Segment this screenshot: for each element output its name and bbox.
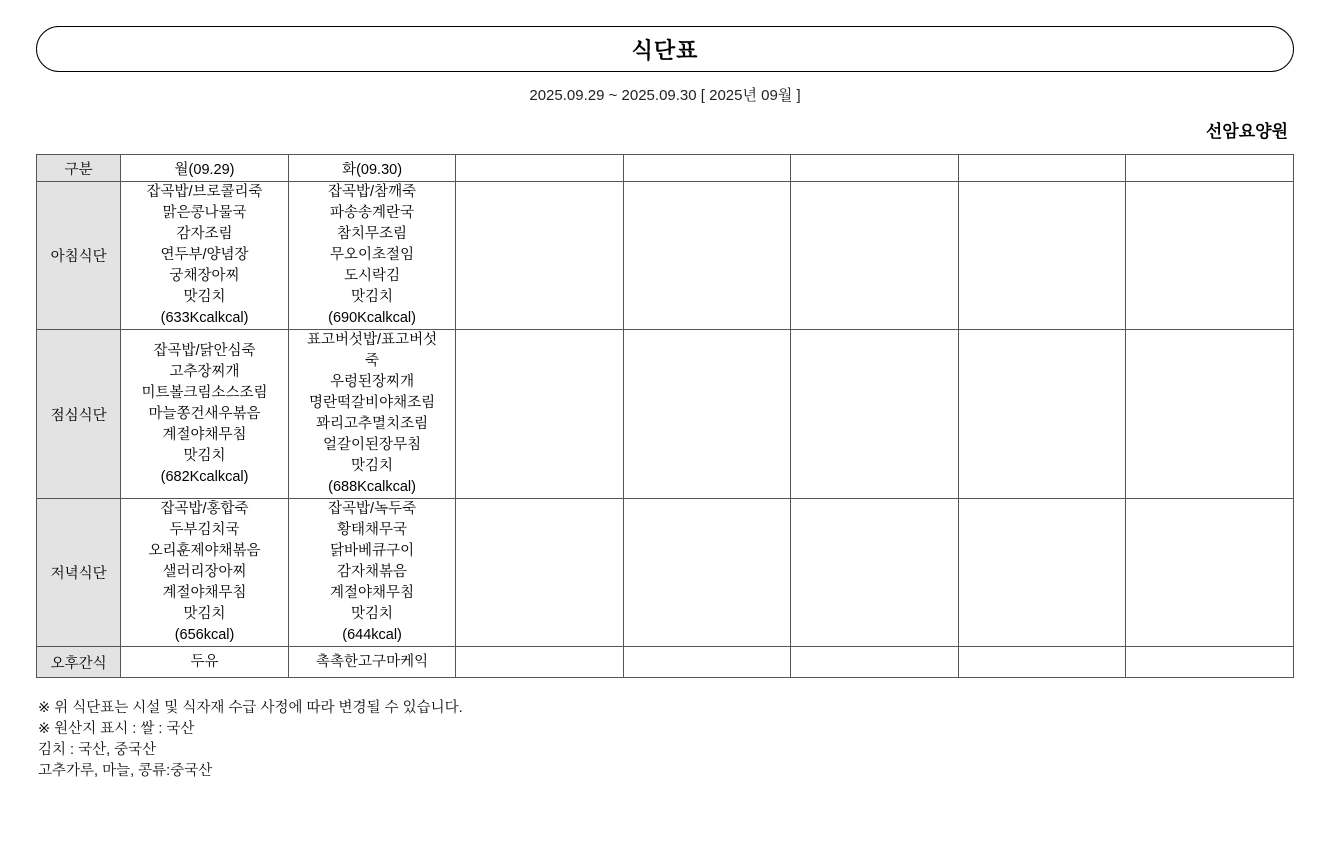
menu-item: 고추장찌개 bbox=[169, 363, 240, 380]
menu-item: 참치무조림 bbox=[337, 226, 408, 242]
meal-cell bbox=[288, 647, 456, 678]
row-label: 아침식단 bbox=[37, 182, 121, 330]
meal-cell bbox=[958, 647, 1126, 678]
menu-item: 맑은콩나물국 bbox=[162, 205, 247, 221]
column-header-4 bbox=[623, 155, 791, 182]
meal-cell bbox=[958, 182, 1126, 330]
menu-item: 두유 bbox=[190, 653, 219, 670]
note-line-2: 김치 : 국산, 중국산 bbox=[38, 742, 157, 758]
weekly-menu-table bbox=[36, 154, 1294, 678]
menu-item: 도시락김 bbox=[344, 268, 401, 284]
meal-cell bbox=[456, 647, 624, 678]
menu-item: 무오이초절임 bbox=[330, 247, 415, 263]
table-row bbox=[37, 647, 1294, 678]
menu-item: (682Kcalkcal) bbox=[160, 468, 249, 485]
meal-cell bbox=[791, 499, 959, 647]
menu-item: 닭바베큐구이 bbox=[330, 543, 415, 559]
menu-item: 우렁된장찌개 bbox=[330, 374, 415, 390]
menu-item: 오리훈제야채볶음 bbox=[148, 543, 261, 559]
menu-item: 미트볼크림소스조림 bbox=[141, 384, 268, 401]
column-header-5 bbox=[791, 155, 959, 182]
menu-item: 감자조림 bbox=[176, 226, 233, 242]
menu-item: 죽 bbox=[365, 353, 380, 369]
meal-cell bbox=[791, 647, 959, 678]
menu-item: 맛김치 bbox=[183, 606, 226, 622]
note-line-0: ※ 위 식단표는 시설 및 식자재 수급 사정에 따라 변경될 수 있습니다. bbox=[38, 700, 463, 716]
column-header-2: 화(09.30) bbox=[288, 155, 456, 182]
menu-item: 맛김치 bbox=[183, 289, 226, 305]
column-header-1: 월(09.29) bbox=[121, 155, 289, 182]
menu-item: 맛김치 bbox=[183, 447, 226, 464]
menu-item: 계절야채무침 bbox=[162, 426, 247, 443]
meal-cell bbox=[456, 499, 624, 647]
column-header-3 bbox=[456, 155, 624, 182]
title-banner bbox=[36, 26, 1294, 72]
column-header-6 bbox=[958, 155, 1126, 182]
meal-cell bbox=[121, 499, 289, 647]
meal-cell bbox=[623, 182, 791, 330]
menu-item: 맛김치 bbox=[351, 606, 394, 622]
menu-item: 잡곡밥/녹두죽 bbox=[328, 501, 417, 517]
meal-cell bbox=[288, 499, 456, 647]
menu-item: 표고버섯밥/표고버섯 bbox=[307, 332, 438, 348]
date-range-label: 2025.09.29 ~ 2025.09.30 [ 2025년 09월 ] bbox=[529, 87, 801, 104]
meal-cell bbox=[958, 499, 1126, 647]
table-header bbox=[37, 155, 1294, 182]
menu-item: 황태채무국 bbox=[337, 522, 408, 538]
meal-cell bbox=[1126, 182, 1294, 330]
menu-item: 잡곡밥/참깨죽 bbox=[328, 184, 417, 200]
meal-cell bbox=[456, 330, 624, 499]
column-header-0: 구분 bbox=[37, 155, 121, 182]
row-label: 오후간식 bbox=[37, 647, 121, 678]
menu-item: 맛김치 bbox=[351, 289, 394, 305]
row-label: 저녁식단 bbox=[37, 499, 121, 647]
menu-item: (633Kcalkcal) bbox=[160, 310, 249, 326]
menu-item: 감자채볶음 bbox=[337, 564, 408, 580]
menu-item: 명란떡갈비야채조림 bbox=[309, 395, 436, 411]
menu-item: 잡곡밥/홍합죽 bbox=[160, 501, 249, 517]
menu-item: 촉촉한고구마케익 bbox=[316, 653, 429, 670]
meal-cell bbox=[288, 182, 456, 330]
menu-item: 꽈리고추멸치조림 bbox=[316, 416, 429, 432]
menu-item: 계절야채무침 bbox=[162, 585, 247, 601]
table-body bbox=[37, 182, 1294, 678]
notes-block bbox=[36, 698, 1294, 782]
table-row bbox=[37, 330, 1294, 499]
meal-cell bbox=[623, 499, 791, 647]
note-line-3: 고추가루, 마늘, 콩류:중국산 bbox=[38, 763, 213, 779]
menu-item: (644kcal) bbox=[342, 627, 402, 643]
menu-item: (690Kcalkcal) bbox=[328, 310, 416, 326]
table-row bbox=[37, 182, 1294, 330]
column-header-7 bbox=[1126, 155, 1294, 182]
menu-item: 연두부/양념장 bbox=[160, 247, 249, 263]
menu-item: 맛김치 bbox=[351, 458, 394, 474]
menu-item: 궁채장아찌 bbox=[169, 268, 240, 284]
table-header-row bbox=[37, 155, 1294, 182]
meal-cell bbox=[623, 647, 791, 678]
menu-item: 잡곡밥/브로콜리죽 bbox=[146, 184, 263, 200]
meal-cell bbox=[121, 330, 289, 499]
meal-cell bbox=[1126, 499, 1294, 647]
facility-name: 선암요양원 bbox=[1205, 122, 1288, 141]
menu-item: 마늘쫑건새우볶음 bbox=[148, 405, 261, 422]
note-line-1: ※ 원산지 표시 : 쌀 : 국산 bbox=[38, 721, 195, 737]
meal-cell bbox=[288, 330, 456, 499]
menu-item: 샐러리장아찌 bbox=[162, 564, 247, 580]
table-row bbox=[37, 499, 1294, 647]
menu-item: 얼갈이된장무침 bbox=[323, 437, 422, 453]
menu-item: (656kcal) bbox=[174, 627, 235, 643]
menu-item: 두부김치국 bbox=[169, 522, 240, 538]
meal-cell bbox=[791, 330, 959, 499]
menu-item: 잡곡밥/닭안심죽 bbox=[153, 342, 256, 359]
meal-cell bbox=[1126, 330, 1294, 499]
menu-document bbox=[0, 26, 1330, 843]
meal-cell bbox=[121, 182, 289, 330]
meal-cell bbox=[623, 330, 791, 499]
menu-item: (688Kcalkcal) bbox=[328, 479, 416, 495]
meal-cell bbox=[1126, 647, 1294, 678]
page-title: 식단표 bbox=[631, 37, 699, 63]
meal-cell bbox=[958, 330, 1126, 499]
row-label: 점심식단 bbox=[37, 330, 121, 499]
menu-item: 계절야채무침 bbox=[330, 585, 415, 601]
meal-cell bbox=[456, 182, 624, 330]
meal-cell bbox=[121, 647, 289, 678]
menu-item: 파송송계란국 bbox=[330, 205, 415, 221]
meal-cell bbox=[791, 182, 959, 330]
